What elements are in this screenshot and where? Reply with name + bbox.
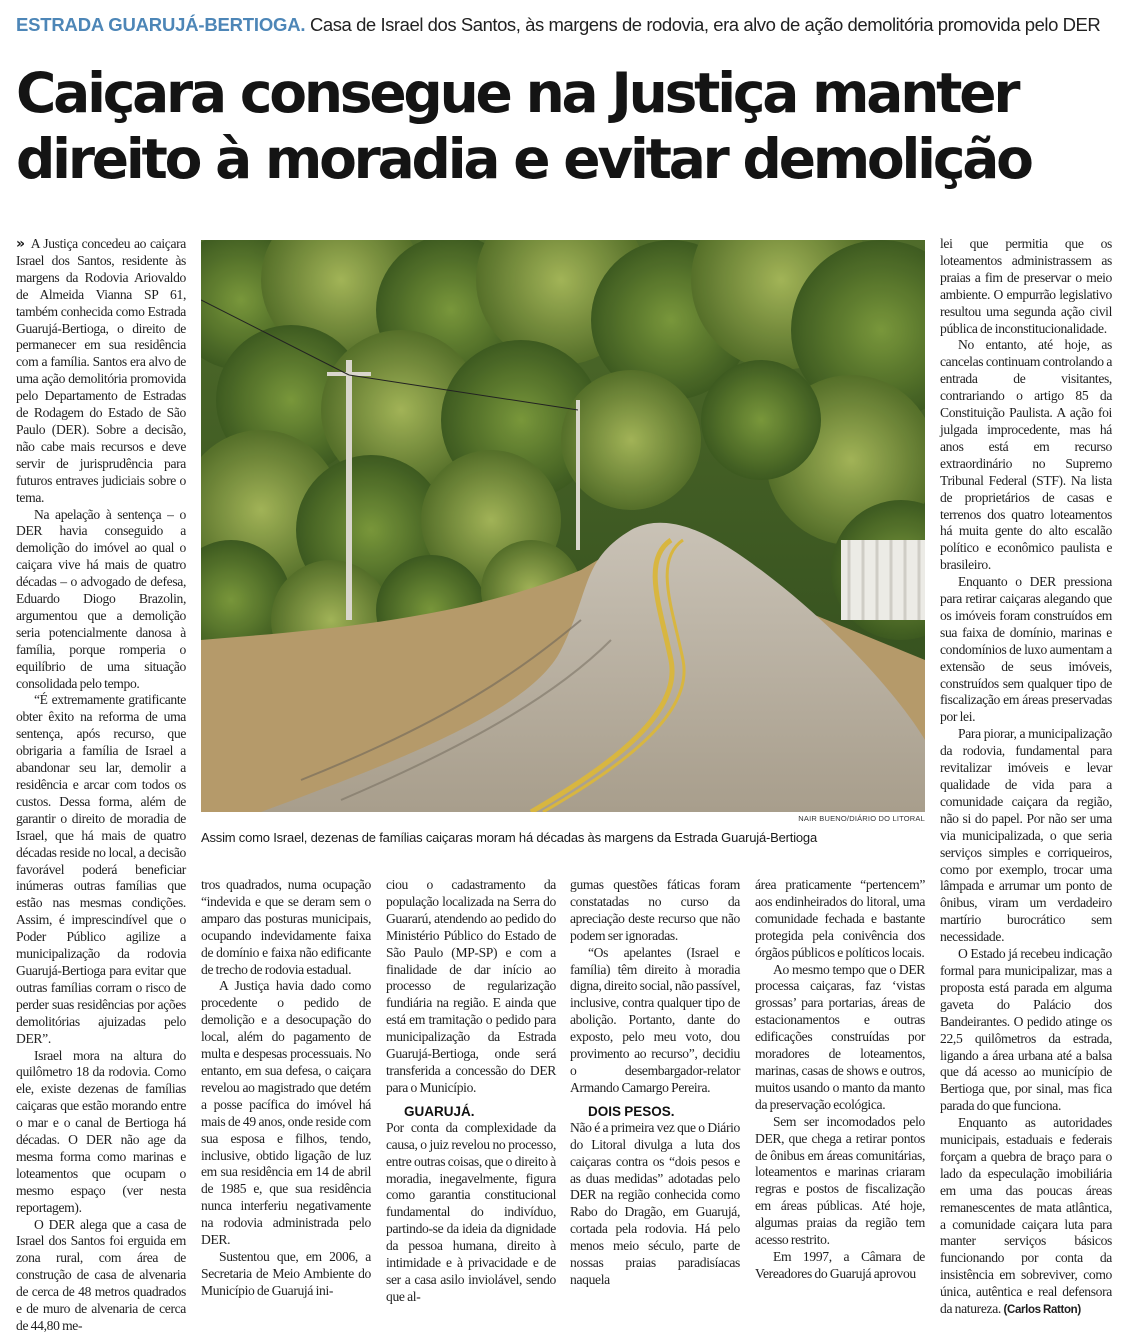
paragraph: Na apelação à sentença – o DER havia conseguido a demolição do imóvel ao qual o caiçara vive há mais de quatro décadas – o advogado de defesa, Eduardo Diogo Brazolin, argumentou que a demolição seria potencialmente danosa à família, porque romperia o equilíbrio de uma situação consolidada pelo tempo. — [16, 506, 186, 691]
subhead-guaruja: GUARUJÁ. — [404, 1103, 475, 1119]
article-column-4 — [570, 877, 740, 1289]
paragraph: ciou o cadastramento da população localizada na Serra do Guararú, atendendo ao pedido do Ministério Público do Estado de São Paulo (MP-SP) e com a finalidade de dar início ao processo de regularização fundiária na região. E ainda que está em tramitação o pedido para municipalização da Estrada Guarujá-Bertioga, onde será transferida a concessão do DER para o Município. — [386, 877, 556, 1095]
paragraph: Sem ser incomodados pelo DER, que chega a retirar pontos de ônibus em áreas comunitárias, loteamentos e marinas criaram regras e postos de fiscalização em áreas públicas. Até hoje, algumas praias da região tem acesso restrito. — [755, 1113, 925, 1248]
paragraph: O DER alega que a casa de Israel dos Santos foi erguida em zona rural, com área de construção de casa de alvenaria de cerca de 48 metros quadrados e de muro de alvenaria de cerca de 44,80 me- — [16, 1216, 186, 1333]
paragraph: Ao mesmo tempo que o DER processa caiçaras, faz ‘vistas grossas’ para portarias, áreas de estacionamentos e outras edificações construídas por moradores de loteamentos, marinas, casas de shows e outros, muitos usando o manto da manto da preservação ecológica. — [755, 961, 925, 1112]
paragraph: Para piorar, a municipalização da rodovia, fundamental para revitalizar imóveis e levar qualidade de vida para a comunidade caiçara da região, não si do papel. Por não ser uma via municipalizada, o que seria serviços simples e corriqueiros, como por exemplo, trocar uma lâmpada e arrumar um ponto de ônibus, viram um verdadeiro martírio burocrático sem necessidade. — [940, 726, 1112, 945]
article-column-5 — [755, 877, 925, 1283]
article-column-6 — [940, 236, 1112, 1319]
paragraph: Não é a primeira vez que o Diário do Litoral divulga a luta dos caiçaras contra os “dois pesos e as duas medidas” adotadas pelo DER na região conhecida como Rabo do Dragão, em Guarujá, cortada pela rodovia. Há pelo menos meio século, parte de nossas praias paradisíacas naquela — [570, 1119, 740, 1287]
photo-credit: NAIR BUENO/DIÁRIO DO LITORAL — [798, 814, 925, 823]
article-column-3 — [386, 877, 556, 1306]
paragraph: A Justiça havia dado como procedente o pedido de demolição e a desocupação do local, além do pagamento de multa e despesas processuais. No entanto, em sua defesa, o caiçara revelou ao magistrado que detém a posse pacífica do imóvel há mais de 49 anos, onde reside com sua esposa e filhos, tendo, inclusive, obtido ligação de luz em sua residência em 14 de abril de 1985 e, que sua residência nunca interferiu negativamente na rodovia administrada pelo DER. — [201, 978, 371, 1248]
paragraph: Enquanto o DER pressiona para retirar caiçaras alegando que os imóveis foram construídos em sua faixa de domínio, marinas e condomínios de luxo aumentam a extensão de seus imóveis, construídos sem qualquer tipo de fiscalização em áreas preservadas por lei. — [940, 574, 1112, 725]
headline-line-2: direito à moradia e evitar demolição — [16, 127, 1031, 191]
paragraph: área praticamente “pertencem” aos endinheirados do litoral, uma comunidade fechada e bastante protegida pela conivência dos órgãos públicos e políticos locais. — [755, 877, 925, 960]
paragraph: lei que permitia que os loteamentos administrassem as praias a fim de preservar o meio ambiente. O empurrão legislativo resultou uma segunda ação civil pública de inconstitucionalidade. — [940, 236, 1112, 336]
author-signature: (Carlos Ratton) — [1003, 1304, 1081, 1317]
article-column-2 — [201, 877, 371, 1300]
paragraph: Enquanto as autoridades municipais, estaduais e federais forçam a quebra de braço para o lado da especulação imobiliária em uma das poucas áreas remanescentes de mata atlântica, a comunidade caiçara luta para manter serviços básicos funcionando por conta da insistência em sobreviver, como única, autêntica e real defensora da natureza. (Carlos Ratton) — [940, 1115, 1112, 1317]
photo-caption: Assim como Israel, dezenas de famílias caiçaras moram há décadas às margens da Estrada Guarujá-Bertioga — [201, 830, 817, 845]
paragraph: “Os apelantes (Israel e família) têm direito à moradia digna, direito social, não passível, inclusive, contra qualquer tipo de abolição. Portanto, dante do exposto, pelo meu voto, dou provimento ao recurso”, decidiu o desembargador-relator Armando Camargo Pereira. — [570, 944, 741, 1095]
road-photo — [201, 240, 925, 812]
paragraph: gumas questões fáticas foram constatadas no curso da apreciação deste recurso que não podem ser ignoradas. — [570, 877, 740, 943]
headline — [16, 60, 1116, 192]
chevron-right-icon: » — [16, 236, 25, 252]
deck: Casa de Israel dos Santos, às margens de rodovia, era alvo de ação demolitória promovida pelo DER — [310, 14, 1101, 35]
section-tag: ESTRADA GUARUJÁ-BERTIOGA. — [16, 14, 306, 35]
road-photo-image — [201, 240, 925, 812]
paragraph: tros quadrados, numa ocupação “indevida e que se deram sem o amparo das posturas municipais, ocupando indevidamente faixa de domínio e faixa não edificante de trecho de rodovia estadual. — [201, 877, 371, 977]
kicker — [16, 12, 1116, 38]
paragraph: Em 1997, a Câmara de Vereadores do Guarujá aprovou — [755, 1248, 925, 1281]
headline-line-1: Caiçara consegue na Justiça manter — [16, 61, 1018, 125]
article-column-1 — [16, 236, 186, 1335]
paragraph: “É extremamente gratificante obter êxito na reforma de uma sentença, após recurso, que obrigaria a família de Israel a abandonar seu lar, demolir a residência e arcar com todos os custos. Dessa forma, além de garantir o direito de moradia de Israel, que há mais de quatro décadas reside no local, a decisão favorável poderá beneficiar inúmeras outras famílias que estão nas mesmas condições. Assim, é imprescindível que o Poder Público agilize a municipalização da rodovia Guarujá-Bertioga para evitar que outras famílias corram o risco de perder suas residências por ações demolitórias ajuizadas pelo DER”. — [16, 692, 186, 1046]
paragraph: No entanto, até hoje, as cancelas continuam controlando a entrada de visitantes, contrariando o artigo 85 da Constituição Paulista. A ação foi julgada improcedente, mas há anos está em recurso extraordinário no Supremo Tribunal Federal (STF). Na lista de proprietários de casas e terrenos dos quatro loteamentos há muita gente do alto escalão político e econômico paulista e brasileiro. — [940, 337, 1112, 573]
paragraph: Israel mora na altura do quilômetro 18 da rodovia. Como ele, existe dezenas de famílias caiçaras que estão morando entre o mar e o canal de Bertioga há décadas. O DER não age da mesma forma como marinas e loteamentos que ocupam o mesmo espaço (ver nesta reportagem). — [16, 1047, 186, 1215]
paragraph: » A Justiça concedeu ao caiçara Israel dos Santos, residente às margens da Rodovia Ariovaldo de Almeida Vianna SP 61, também conhecida como Estrada Guarujá-Bertioga, o direito de permanecer em sua residência com a família. Santos era alvo de uma ação demolitória promovida pelo Departamento de Estradas de Rodagem do Estado de São Paulo (DER). Sobre a decisão, não cabe mais recursos e deve servir de jurisprudência para futuros entraves judiciais sobre o tema. — [16, 236, 186, 505]
paragraph: Por conta da complexidade da causa, o juiz revelou no processo, entre outras coisas, que o direito à moradia, inegavelmente, figura como garantia constitucional fundamental do indivíduo, partindo-se da ideia da dignidade da pessoa humana, direito à intimidade e à privacidade e de ser a casa asilo inviolável, sendo que al- — [386, 1119, 556, 1304]
paragraph: O Estado já recebeu indicação formal para municipalizar, mas a proposta está parada em alguma gaveta do Palácio dos Bandeirantes. O pedido atinge os 22,5 quilômetros da estrada, ligando a área urbana até a balsa que dá acesso ao município de Bertioga que, por sinal, mas fica parada do que funciona. — [940, 946, 1112, 1114]
paragraph: Sustentou que, em 2006, a Secretaria de Meio Ambiente do Município de Guarujá ini- — [201, 1248, 371, 1298]
subhead-dois-pesos: DOIS PESOS. — [588, 1103, 675, 1119]
